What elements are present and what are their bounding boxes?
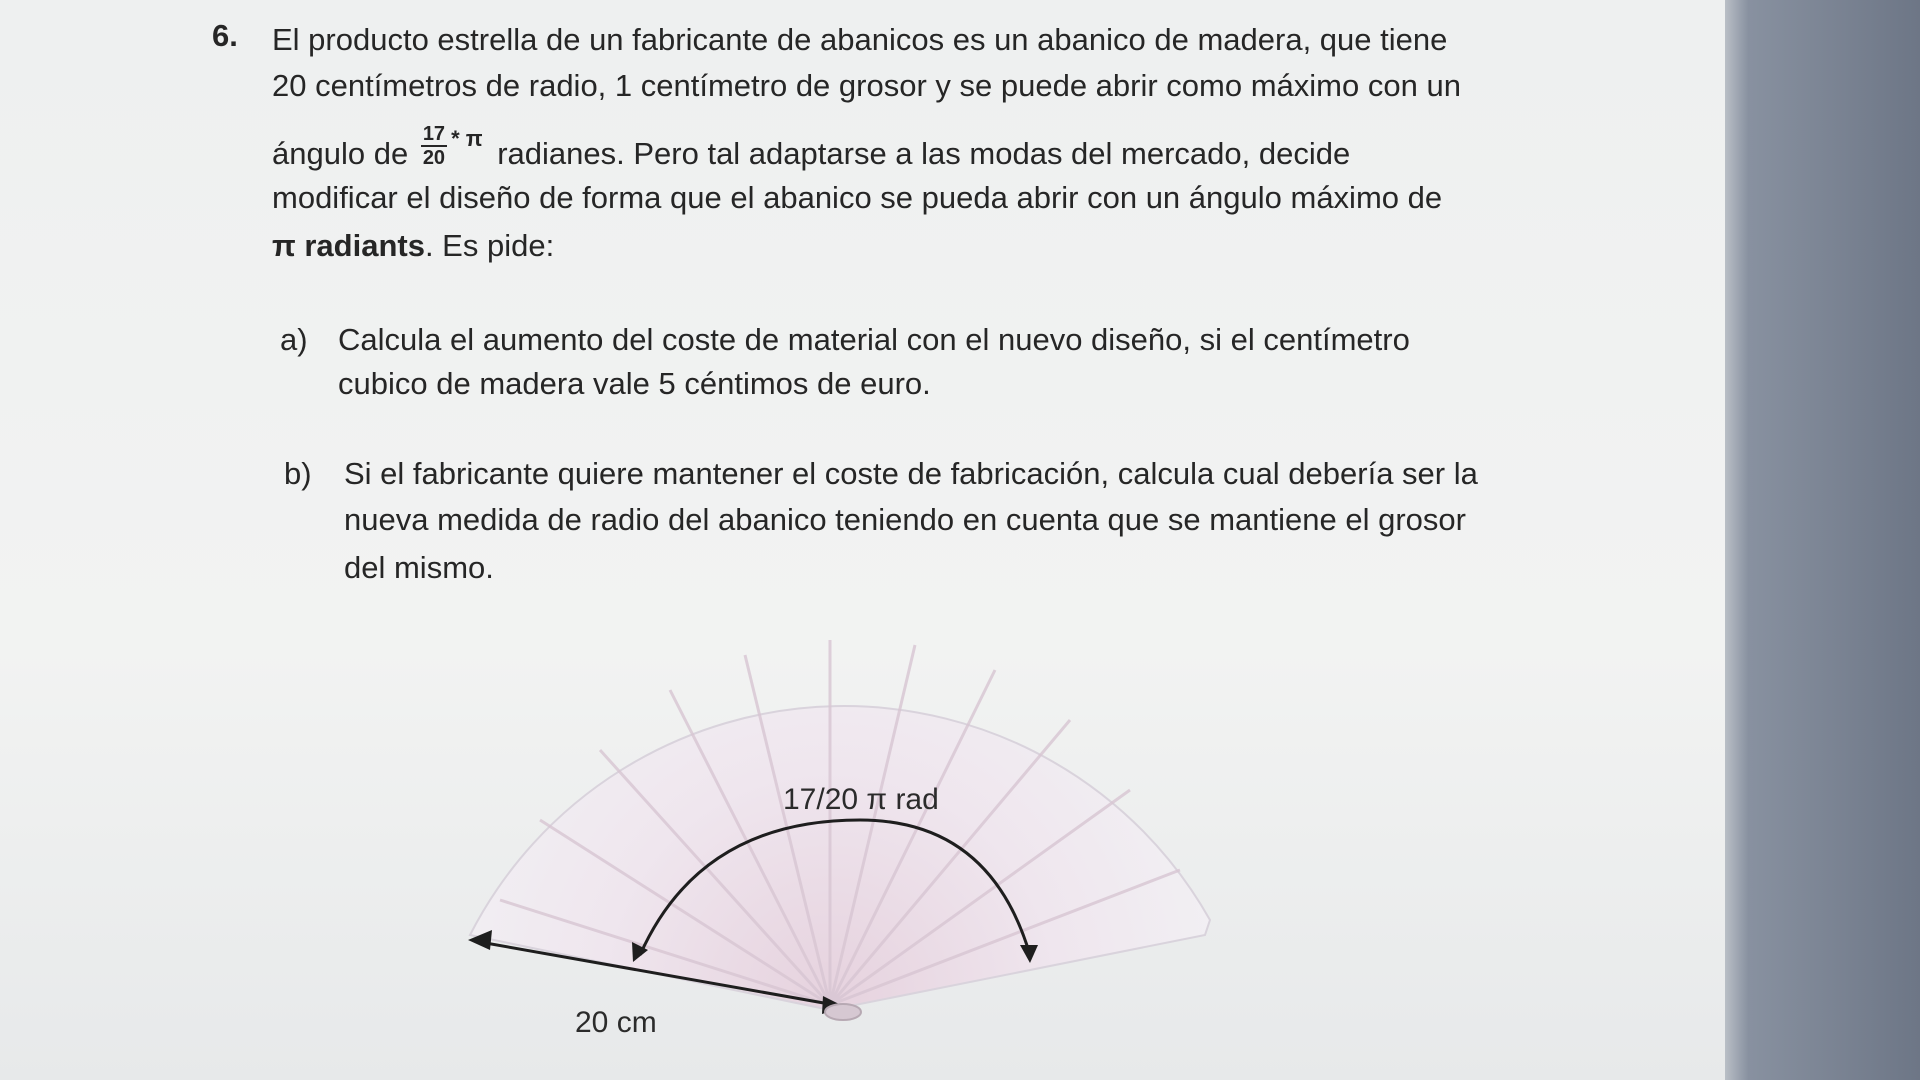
fan-pivot [825,1004,861,1020]
part-a-line-2: cubico de madera vale 5 céntimos de euro. [338,366,931,401]
part-b-line-2: nueva medida de radio del abanico teniendo en cuenta que se mantiene el grosor [344,502,1466,537]
pi-radiants: π radiants [272,228,425,263]
problem-line-1: El producto estrella de un fabricante de abanicos es un abanico de madera, que tiene [272,22,1448,57]
part-b-line-3: del mismo. [344,550,494,585]
radius-label: 20 cm [575,1006,657,1039]
part-a-line-1: Calcula el aumento del coste de material con el nuevo diseño, si el centímetro [338,322,1410,357]
part-b-line-1: Si el fabricante quiere mantener el coste de fabricación, calcula cual debería ser la [344,456,1478,491]
angle-label: 17/20 π rad [783,783,939,816]
part-a-label: a) [280,322,308,357]
line-3-prefix: ángulo de [272,136,409,171]
fraction-numerator: 17 [422,122,446,145]
problem-line-4: modificar el diseño de forma que el abanico se pueda abrir con un ángulo máximo de [272,180,1443,215]
line-5-rest: . Es pide: [424,228,555,263]
problem-line-2: 20 centímetros de radio, 1 centímetro de grosor y se puede abrir como máximo con un [272,68,1461,103]
times-pi: * π [451,126,483,151]
part-b-label: b) [284,456,312,491]
line-3-suffix: radianes. Pero tal adaptarse a las modas del mercado, decide [497,136,1351,171]
problem-number: 6. [212,18,238,53]
fraction-denominator: 20 [422,146,446,169]
monitor-edge [1725,0,1920,1080]
